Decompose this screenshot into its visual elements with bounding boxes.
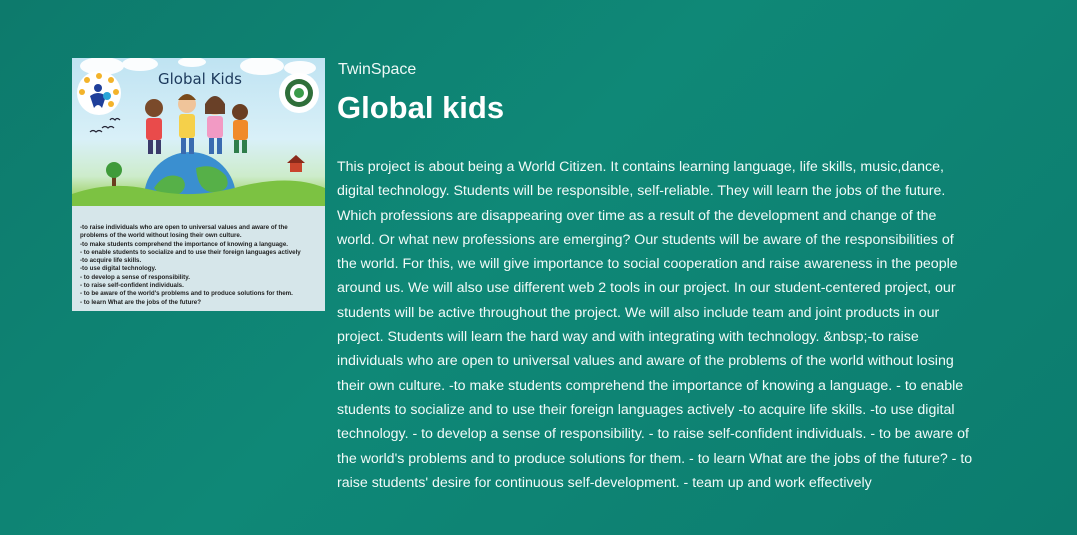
poster-goals-list	[80, 224, 320, 307]
poster-illustration	[72, 58, 325, 206]
poster-line: - to be aware of the world's problems and to produce solutions for them.	[80, 290, 293, 298]
poster-line: - to raise self-confident individuals.	[80, 282, 184, 290]
poster-line: - to develop a sense of responsibility.	[80, 273, 190, 281]
school-seal-icon	[278, 72, 320, 114]
global-kids-logo-icon	[76, 70, 122, 116]
poster-line: -to raise individuals who are open to universal values and aware of the	[80, 224, 288, 231]
twinspace-label: TwinSpace	[338, 61, 417, 78]
poster-line: problems of the world without losing their own culture.	[80, 232, 242, 240]
project-title: Global kids	[337, 90, 505, 125]
poster-line: - to enable students to socialize and to use their foreign languages actively	[80, 248, 301, 256]
project-image[interactable]	[72, 58, 325, 311]
poster-line: -to make students comprehend the importance of knowing a language.	[80, 240, 288, 248]
poster-line: - to learn What are the jobs of the future?	[80, 298, 202, 306]
poster-line: -to use digital technology.	[80, 265, 157, 273]
project-description: This project is about being a World Citizen. It contains learning language, life skills, music,dance, digital technology. Students will be responsible, self-reliable. They will learn the jobs of the future. Which professions are disappearing over time as a result of the development and change of the world. Or what new professions are emerging? Our students will be aware of the responsibilities of the world. For this, we will give importance to social cooperation and raise awareness in the people around us. We will also use different web 2 tools in our project. In our student-centered project, our students will be active throughout the project. We will also include team and joint products in our project. Students will learn the hard way and with integrating with technology. &nbsp;-to raise individuals who are open to universal values and aware of the problems of the world without losing their own culture. -to make students comprehend the importance of knowing a language. - to enable students to socialize and to use their foreign languages actively -to acquire life skills. -to use digital technology. - to develop a sense of responsibility. - to raise self-confident individuals. - to be aware of the world's problems and to produce solutions for them. - to learn What are the jobs of the future? - to raise students' desire for continuous self-development. - team up and work effectively	[337, 159, 973, 491]
poster-title: Global Kids	[158, 70, 242, 88]
poster-line: -to acquire life skills.	[80, 257, 142, 265]
